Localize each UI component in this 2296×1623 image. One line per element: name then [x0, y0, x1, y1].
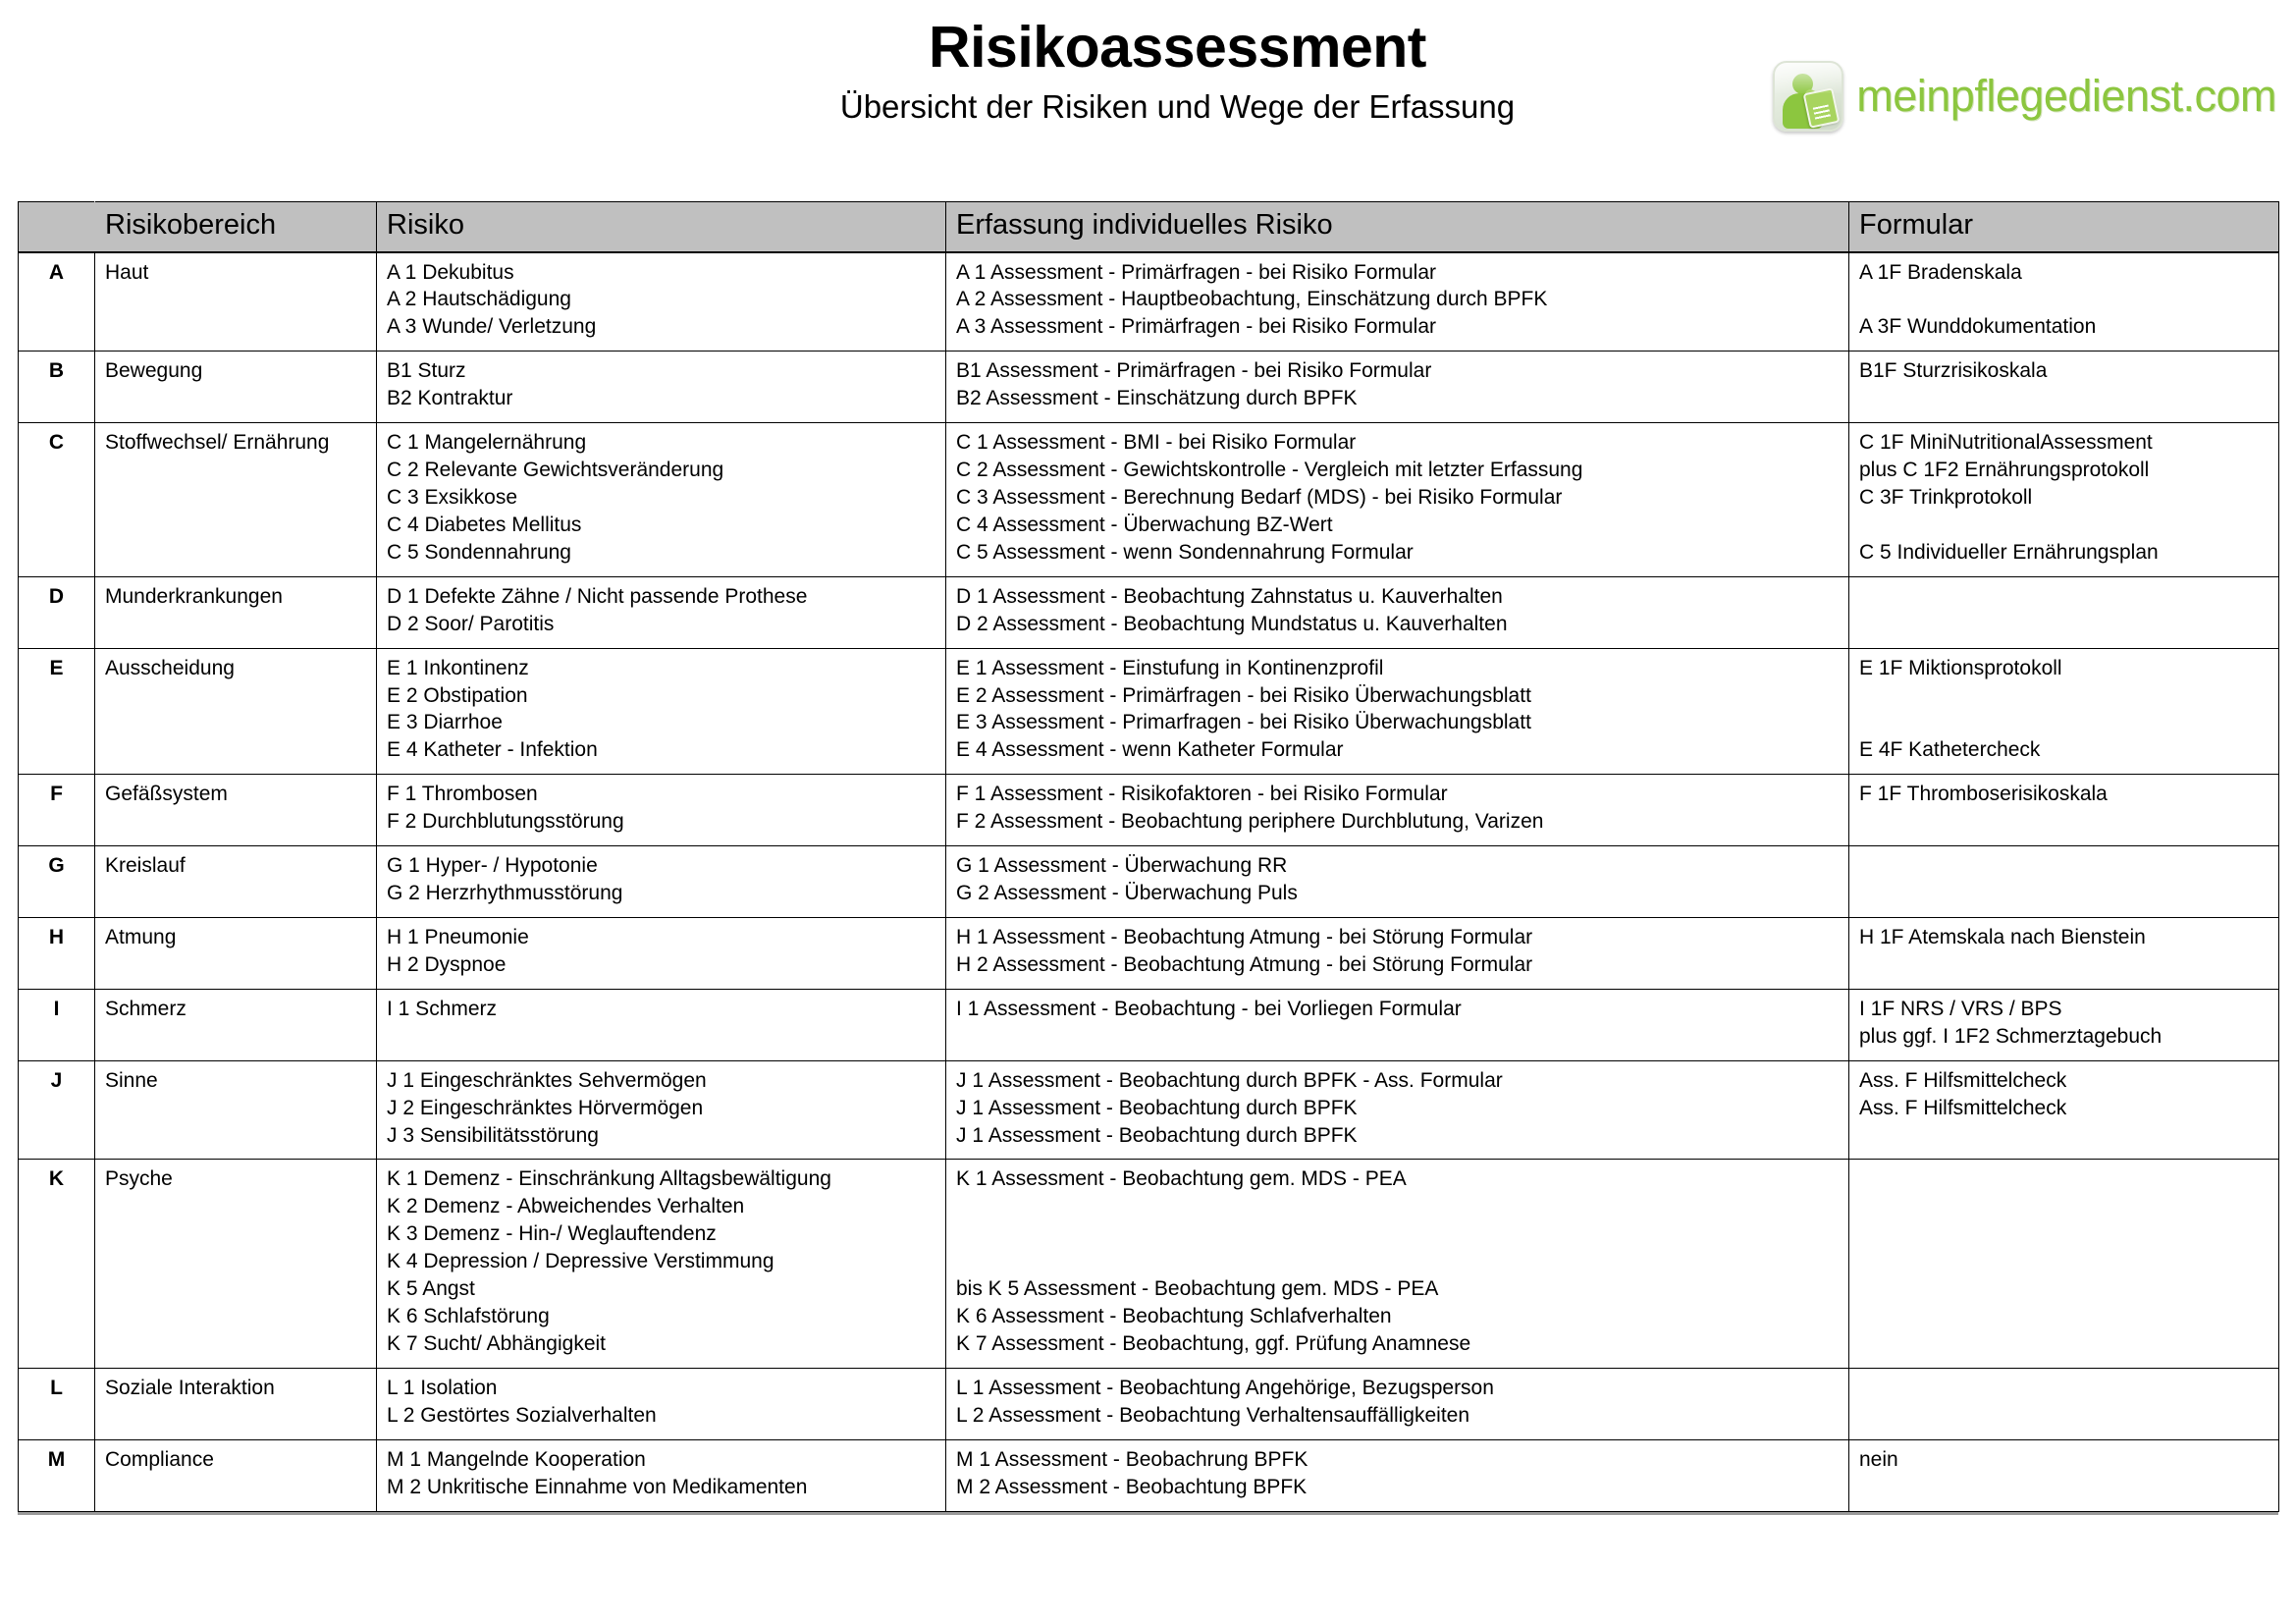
formular-item	[1849, 648, 2279, 775]
risk-item-line: K 3 Demenz - Hin-/ Weglauftendenz	[387, 1222, 717, 1246]
row-letter-k: K	[19, 1160, 95, 1368]
risk-item	[377, 352, 946, 423]
risk-item	[377, 252, 946, 352]
formular-item-line: F 1F Thromboserisikoskala	[1859, 783, 2108, 806]
erfassung-item-line: D 1 Assessment - Beobachtung Zahnstatus u. Kauverhalten	[956, 584, 1503, 608]
column-header-erfassung: Erfassung individuelles Risiko	[946, 202, 1849, 252]
risk-item-line: D 2 Soor/ Parotitis	[387, 612, 555, 635]
risk-item	[377, 989, 946, 1060]
brand-name: meinpflegedienst.com	[1856, 71, 2276, 121]
erfassung-item-line: B2 Assessment - Einschätzung durch BPFK	[956, 387, 1358, 410]
table-row	[19, 252, 2279, 352]
risk-item-line: J 2 Eingeschränktes Hörvermögen	[387, 1096, 704, 1119]
risk-item-line: A 2 Hautschädigung	[387, 288, 571, 311]
formular-item	[1849, 423, 2279, 577]
formular-item-line: C 1F MiniNutritionalAssessment	[1859, 431, 2153, 455]
formular-item	[1849, 352, 2279, 423]
risk-item-line: D 1 Defekte Zähne / Nicht passende Prothese	[387, 584, 808, 608]
table-row	[19, 1060, 2279, 1160]
erfassung-item-line: L 1 Assessment - Beobachtung Angehörige, Bezugsperson	[956, 1376, 1494, 1399]
table-bottom-rule	[18, 1512, 2278, 1515]
risk-item-line: K 2 Demenz - Abweichendes Verhalten	[387, 1195, 745, 1218]
erfassung-item-line: J 1 Assessment - Beobachtung durch BPFK	[956, 1096, 1358, 1119]
table-row	[19, 1439, 2279, 1511]
erfassung-item-line: H 2 Assessment - Beobachtung Atmung - bei Störung Formular	[956, 952, 1533, 976]
risk-item	[377, 1368, 946, 1439]
caregiver-logo-icon	[1773, 61, 1843, 132]
erfassung-item-line: K 7 Assessment - Beobachtung, ggf. Prüfung Anamnese	[956, 1331, 1471, 1355]
formular-item-line: C 3F Trinkprotokoll	[1859, 486, 2033, 510]
risk-item-line: E 2 Obstipation	[387, 683, 528, 707]
clipboard-icon	[1803, 87, 1841, 129]
risk-item	[377, 423, 946, 577]
erfassung-item-line: A 3 Assessment - Primärfragen - bei Risiko Formular	[956, 315, 1436, 339]
erfassung-item	[946, 918, 1849, 990]
erfassung-item-line: H 1 Assessment - Beobachtung Atmung - bei Störung Formular	[956, 926, 1533, 948]
column-header-formular: Formular	[1849, 202, 2279, 252]
risk-area-label: Atmung	[95, 918, 377, 990]
risk-area-label: Compliance	[95, 1439, 377, 1511]
table-row	[19, 1160, 2279, 1368]
brand-logo	[1773, 61, 2276, 132]
formular-item	[1849, 1160, 2279, 1368]
erfassung-item	[946, 775, 1849, 846]
table-row	[19, 918, 2279, 990]
row-letter-b: B	[19, 352, 95, 423]
erfassung-item-line: C 4 Assessment - Überwachung BZ-Wert	[956, 513, 1333, 536]
erfassung-item-line: M 1 Assessment - Beobachrung BPFK	[956, 1447, 1308, 1471]
erfassung-item-line: K 1 Assessment - Beobachtung gem. MDS - PEA	[956, 1167, 1407, 1191]
formular-item-line: I 1F NRS / VRS / BPS	[1859, 997, 2062, 1020]
row-letter-m: M	[19, 1439, 95, 1511]
risk-item-line: L 2 Gestörtes Sozialverhalten	[387, 1403, 657, 1427]
risk-item-line: C 5 Sondennahrung	[387, 540, 571, 564]
table-body	[19, 252, 2279, 1512]
formular-item	[1849, 1439, 2279, 1511]
row-letter-a: A	[19, 252, 95, 352]
formular-item-line: A 1F Bradenskala	[1859, 260, 2022, 284]
row-letter-f: F	[19, 775, 95, 846]
erfassung-item	[946, 423, 1849, 577]
erfassung-item	[946, 1368, 1849, 1439]
risk-item	[377, 775, 946, 846]
risk-item-line: H 1 Pneumonie	[387, 926, 529, 948]
erfassung-item-line: K 6 Assessment - Beobachtung Schlafverhalten	[956, 1305, 1392, 1328]
formular-item	[1849, 1368, 2279, 1439]
formular-item	[1849, 918, 2279, 990]
risk-item-line: K 4 Depression / Depressive Verstimmung	[387, 1250, 774, 1273]
table-header-row	[19, 202, 2279, 252]
formular-item	[1849, 775, 2279, 846]
risk-area-label: Sinne	[95, 1060, 377, 1160]
table-row	[19, 846, 2279, 918]
risk-item-line: K 7 Sucht/ Abhängigkeit	[387, 1331, 606, 1355]
row-letter-j: J	[19, 1060, 95, 1160]
document-header	[0, 0, 2296, 177]
erfassung-item	[946, 989, 1849, 1060]
erfassung-item-line: B1 Assessment - Primärfragen - bei Risiko Formular	[956, 359, 1432, 383]
row-letter-i: I	[19, 989, 95, 1060]
erfassung-item	[946, 576, 1849, 648]
formular-item-line: E 1F Miktionsprotokoll	[1859, 656, 2062, 679]
table-header	[19, 202, 2279, 252]
formular-item-line: Ass. F Hilfsmittelcheck	[1859, 1096, 2067, 1119]
erfassung-item-line: C 2 Assessment - Gewichtskontrolle - Vergleich mit letzter Erfassung	[956, 459, 1583, 482]
erfassung-item-line: bis K 5 Assessment - Beobachtung gem. MDS - PEA	[956, 1277, 1439, 1301]
risk-area-label: Soziale Interaktion	[95, 1368, 377, 1439]
erfassung-item-line: E 2 Assessment - Primärfragen - bei Risiko Überwachungsblatt	[956, 683, 1531, 707]
risk-assessment-table	[18, 201, 2279, 1512]
table-row	[19, 423, 2279, 577]
risk-item-line: K 6 Schlafstörung	[387, 1305, 550, 1328]
risk-item-line: C 3 Exsikkose	[387, 486, 518, 510]
formular-item-line: A 3F Wunddokumentation	[1859, 315, 2097, 339]
table-row	[19, 1368, 2279, 1439]
risk-table-container	[18, 201, 2278, 1515]
risk-item-line: E 4 Katheter - Infektion	[387, 738, 598, 762]
formular-item	[1849, 576, 2279, 648]
erfassung-item-line: C 1 Assessment - BMI - bei Risiko Formular	[956, 431, 1357, 455]
erfassung-item-line: J 1 Assessment - Beobachtung durch BPFK	[956, 1123, 1358, 1147]
erfassung-item-line: A 1 Assessment - Primärfragen - bei Risiko Formular	[956, 260, 1436, 284]
erfassung-item	[946, 1060, 1849, 1160]
risk-item-line: A 3 Wunde/ Verletzung	[387, 315, 597, 339]
risk-item-line: J 3 Sensibilitätsstörung	[387, 1123, 599, 1147]
erfassung-item	[946, 352, 1849, 423]
erfassung-item	[946, 252, 1849, 352]
risk-item-line: A 1 Dekubitus	[387, 260, 514, 284]
risk-item-line: K 1 Demenz - Einschränkung Alltagsbewältigung	[387, 1167, 831, 1191]
risk-item-line: L 1 Isolation	[387, 1376, 498, 1399]
erfassung-item-line: F 2 Assessment - Beobachtung periphere Durchblutung, Varizen	[956, 810, 1544, 834]
row-letter-l: L	[19, 1368, 95, 1439]
risk-item	[377, 576, 946, 648]
risk-item	[377, 846, 946, 918]
formular-item-line: Ass. F Hilfsmittelcheck	[1859, 1068, 2067, 1092]
erfassung-item-line: G 1 Assessment - Überwachung RR	[956, 854, 1288, 878]
erfassung-item-line: E 4 Assessment - wenn Katheter Formular	[956, 738, 1344, 762]
erfassung-item-line: F 1 Assessment - Risikofaktoren - bei Risiko Formular	[956, 783, 1448, 806]
risk-area-label: Bewegung	[95, 352, 377, 423]
erfassung-item	[946, 1439, 1849, 1511]
formular-item-line: plus ggf. I 1F2 Schmerztagebuch	[1859, 1024, 2163, 1048]
formular-item	[1849, 1060, 2279, 1160]
row-letter-h: H	[19, 918, 95, 990]
erfassung-item-line: C 3 Assessment - Berechnung Bedarf (MDS) - bei Risiko Formular	[956, 486, 1563, 510]
risk-area-label: Gefäßsystem	[95, 775, 377, 846]
risk-item-line: E 3 Diarrhoe	[387, 711, 503, 734]
risk-item-line: G 1 Hyper- / Hypotonie	[387, 854, 598, 878]
risk-item-line: I 1 Schmerz	[387, 997, 498, 1020]
formular-item-line: nein	[1859, 1447, 1898, 1471]
risk-area-label: Ausscheidung	[95, 648, 377, 775]
erfassung-item-line: J 1 Assessment - Beobachtung durch BPFK - Ass. Formular	[956, 1068, 1503, 1092]
row-letter-c: C	[19, 423, 95, 577]
risk-item-line: G 2 Herzrhythmusstörung	[387, 882, 623, 905]
table-row	[19, 576, 2279, 648]
risk-area-label: Stoffwechsel/ Ernährung	[95, 423, 377, 577]
erfassung-item-line: L 2 Assessment - Beobachtung Verhaltensauffälligkeiten	[956, 1403, 1470, 1427]
risk-item	[377, 1160, 946, 1368]
erfassung-item-line: D 2 Assessment - Beobachtung Mundstatus u. Kauverhalten	[956, 612, 1508, 635]
erfassung-item-line: E 1 Assessment - Einstufung in Kontinenzprofil	[956, 656, 1384, 679]
erfassung-item-line: I 1 Assessment - Beobachtung - bei Vorliegen Formular	[956, 997, 1462, 1020]
erfassung-item	[946, 846, 1849, 918]
risk-item	[377, 1060, 946, 1160]
risk-item	[377, 648, 946, 775]
risk-item-line: E 1 Inkontinenz	[387, 656, 529, 679]
risk-area-label: Psyche	[95, 1160, 377, 1368]
page-subtitle: Übersicht der Risiken und Wege der Erfassung	[839, 87, 1516, 125]
risk-item-line: C 4 Diabetes Mellitus	[387, 513, 582, 536]
column-header-risiko: Risiko	[377, 202, 946, 252]
risk-item-line: M 2 Unkritische Einnahme von Medikamenten	[387, 1475, 808, 1498]
erfassung-item-line: G 2 Assessment - Überwachung Puls	[956, 882, 1298, 905]
risk-item	[377, 1439, 946, 1511]
risk-item-line: C 1 Mangelernährung	[387, 431, 587, 455]
risk-item	[377, 918, 946, 990]
erfassung-item	[946, 648, 1849, 775]
risk-item-line: M 1 Mangelnde Kooperation	[387, 1447, 646, 1471]
risk-item-line: F 2 Durchblutungsstörung	[387, 810, 624, 834]
formular-item	[1849, 989, 2279, 1060]
page-title: Risikoassessment	[929, 15, 1426, 80]
risk-item-line: C 2 Relevante Gewichtsveränderung	[387, 459, 724, 482]
risk-area-label: Kreislauf	[95, 846, 377, 918]
formular-item-line: E 4F Kathetercheck	[1859, 738, 2041, 762]
row-letter-d: D	[19, 576, 95, 648]
erfassung-item-line: M 2 Assessment - Beobachtung BPFK	[956, 1475, 1308, 1498]
risk-item-line: J 1 Eingeschränktes Sehvermögen	[387, 1068, 707, 1092]
table-row	[19, 775, 2279, 846]
risk-area-label: Schmerz	[95, 989, 377, 1060]
table-row	[19, 989, 2279, 1060]
risk-area-label: Munderkrankungen	[95, 576, 377, 648]
risk-item-line: K 5 Angst	[387, 1277, 475, 1301]
risk-area-label: Haut	[95, 252, 377, 352]
table-row	[19, 648, 2279, 775]
erfassung-item-line: C 5 Assessment - wenn Sondennahrung Formular	[956, 540, 1414, 564]
column-header-risikobereich: Risikobereich	[95, 202, 377, 252]
risk-item-line: B2 Kontraktur	[387, 387, 513, 410]
formular-item	[1849, 846, 2279, 918]
erfassung-item	[946, 1160, 1849, 1368]
table-row	[19, 352, 2279, 423]
column-header-letter	[19, 202, 95, 252]
formular-item	[1849, 252, 2279, 352]
row-letter-g: G	[19, 846, 95, 918]
formular-item-line: H 1F Atemskala nach Bienstein	[1859, 926, 2146, 948]
risk-item-line: B1 Sturz	[387, 359, 466, 383]
formular-item-line: B1F Sturzrisikoskala	[1859, 359, 2048, 383]
formular-item-line: C 5 Individueller Ernährungsplan	[1859, 540, 2159, 564]
risk-item-line: F 1 Thrombosen	[387, 783, 538, 806]
erfassung-item-line: E 3 Assessment - Primarfragen - bei Risiko Überwachungsblatt	[956, 711, 1531, 734]
risk-item-line: H 2 Dyspnoe	[387, 952, 507, 976]
row-letter-e: E	[19, 648, 95, 775]
formular-item-line: plus C 1F2 Ernährungsprotokoll	[1859, 459, 2150, 482]
erfassung-item-line: A 2 Assessment - Hauptbeobachtung, Einschätzung durch BPFK	[956, 288, 1548, 311]
